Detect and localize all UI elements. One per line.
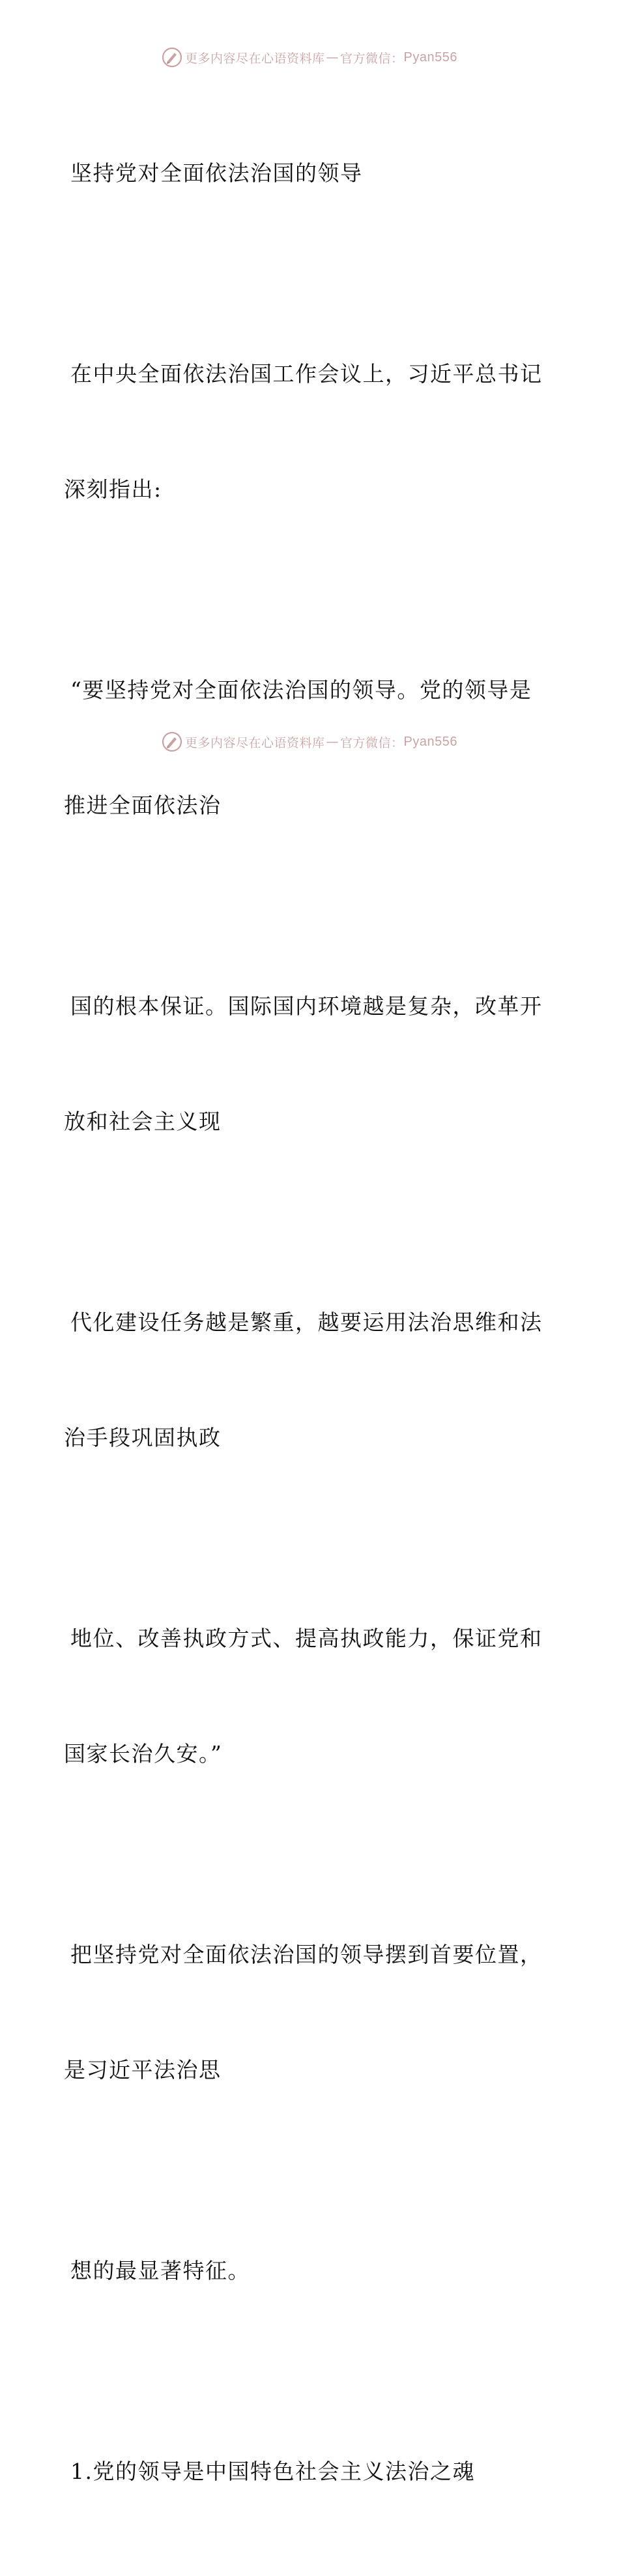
- watermark-dash: —: [326, 50, 339, 65]
- header-watermark: [0, 47, 619, 68]
- pen-circle-logo-icon: [162, 731, 182, 752]
- pen-circle-logo-icon: [162, 47, 182, 68]
- text-line: 国家长治久安。”: [64, 1741, 223, 1766]
- text-line: 在中央全面依法治国工作会议上，习近平总书记: [70, 361, 543, 387]
- paragraph: [64, 1542, 546, 1850]
- watermark-id: Pyan556: [403, 50, 457, 65]
- text-line: 想的最显著特征。: [70, 2258, 250, 2283]
- text-line: 是习近平法治思: [64, 2057, 222, 2083]
- watermark-id: Pyan556: [403, 734, 457, 749]
- text-line: 1.党的领导是中国特色社会主义法治之魂: [70, 2459, 475, 2484]
- text-line: 治手段巩固执政: [64, 1425, 222, 1450]
- paragraph: [64, 1226, 546, 1534]
- text-line: 推进全面依法治: [64, 793, 222, 818]
- text-line: “要坚持党对全面依法治国的领导。党的领导是: [70, 677, 532, 703]
- paragraph: [64, 278, 546, 585]
- footer-watermark: [0, 731, 619, 752]
- section-heading: [64, 2375, 546, 2568]
- watermark-dash: —: [326, 735, 339, 749]
- text-line: 坚持党对全面依法治国的领导: [70, 160, 363, 186]
- text-line: 深刻指出:: [64, 476, 162, 502]
- paragraph: [64, 910, 546, 1218]
- text-line: 代化建设任务越是繁重，越要运用法治思维和法: [70, 1310, 543, 1335]
- document-body: [64, 77, 546, 2576]
- watermark-official: 官方微信：: [340, 735, 404, 750]
- watermark-official: 官方微信：: [340, 51, 404, 66]
- paragraph: [64, 1858, 546, 2166]
- text-line: 地位、改善执政方式、提高执政能力，保证党和: [70, 1626, 543, 1651]
- text-line: 放和社会主义现: [64, 1109, 222, 1134]
- watermark-text: 更多内容尽在心语资料库: [185, 735, 325, 750]
- text-line: 国的根本保证。国际国内环境越是复杂，改革开: [70, 993, 543, 1019]
- paragraph: [64, 2174, 546, 2367]
- document-title: [64, 77, 546, 269]
- text-line: 把坚持党对全面依法治国的领导摆到首要位置，: [70, 1942, 543, 1967]
- watermark-text: 更多内容尽在心语资料库: [185, 51, 325, 66]
